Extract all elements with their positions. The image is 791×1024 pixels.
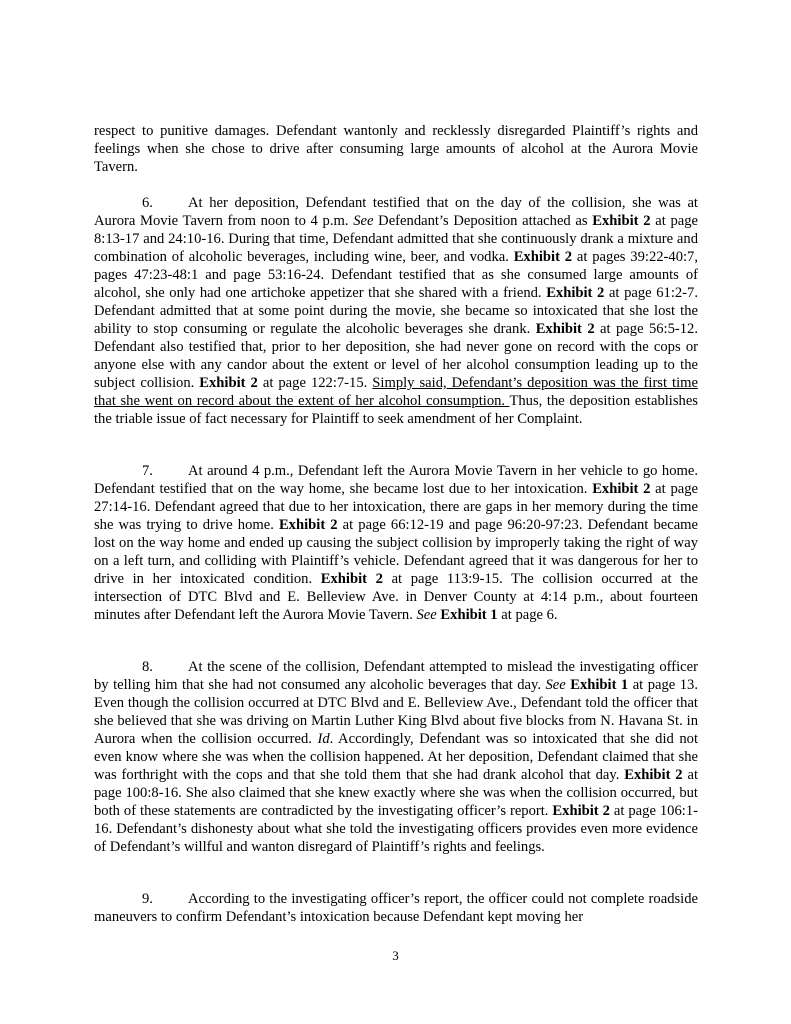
exhibit-reference: Exhibit 2 xyxy=(199,375,258,391)
text-run: at page 122:7-15. xyxy=(257,375,373,391)
text-run: . Accordingly, Defendant was so intoxicated that she did not even know where she was when the collision happened. At her deposition, Defendant claimed that she was forthright with the cops and that she told them that she had drank alcohol that day. xyxy=(94,731,699,783)
text-run: at page 6. xyxy=(497,607,558,623)
paragraph-number: 8. xyxy=(142,659,153,675)
text-run: at page 8:13-17 and 24:10-16. During that time, Defendant admitted that she continuously drank a mixture and combination of alcoholic beverages, including wine, beer, and vodka. xyxy=(94,213,698,265)
text-run: at page 27:14-16. Defendant agreed that due to her intoxication, there are gaps in her memory during the time she was trying to drive home. xyxy=(94,481,698,533)
exhibit-reference: Exhibit 1 xyxy=(440,607,498,623)
page-number: 3 xyxy=(392,948,399,963)
exhibit-reference: Exhibit 2 xyxy=(624,767,683,783)
text-run: at page 100:8-16. She also claimed that she knew exactly where she was when the collision occurred, but both of these statements are contradicted by the investigating officer’s report. xyxy=(94,767,698,819)
text-run: at pages 39:22-40:7, pages 47:23-48:1 and page 53:16-24. Defendant testified that as she consumed large amounts of alcohol, she only had one artichoke appetizer that she shared with a friend. xyxy=(94,249,698,301)
paragraph-number: 9. xyxy=(142,891,153,907)
citation-signal: See xyxy=(353,213,374,229)
text-run: at page 113:9-15. The collision occurred at the intersection of DTC Blvd and E. Belleview Ave. in Denver County at 4:14 p.m., about fourteen minutes after Defendant left the Aurora Movie Tavern. xyxy=(94,571,698,623)
text-run: at page 66:12-19 and page 96:20-97:23. Defendant became lost on the way home and ended up causing the subject collision by improperly taking the right of way on a left turn, and colliding with Plaintiff’s vehicle. Defendant agreed that it was dangerous for her to drive in her intoxicated condition. xyxy=(94,517,698,587)
text-run: at page 56:5-12. Defendant also testified that, prior to her deposition, she had never gone on record with the cops or anyone else with any candor about the extent or level of her alcohol consumption leading up to the subject collision. xyxy=(94,321,699,391)
paragraph-continuation xyxy=(94,122,698,176)
exhibit-reference: Exhibit 2 xyxy=(552,803,610,819)
paragraph-6 xyxy=(94,194,698,428)
exhibit-reference: Exhibit 1 xyxy=(570,677,629,693)
underlined-statement: Simply said, Defendant’s deposition was the first time that she went on record about the extent of her alcohol consumption. xyxy=(94,375,698,409)
text-run: According to the investigating officer’s report, the officer could not complete roadside maneuvers to confirm Defendant’s intoxication because Defendant kept moving her xyxy=(94,891,698,925)
text-run: Defendant’s Deposition attached as xyxy=(373,213,593,229)
citation-signal: See xyxy=(416,607,437,623)
paragraph-7 xyxy=(94,462,698,624)
paragraph-8 xyxy=(94,658,698,856)
paragraph-text: respect to punitive damages. Defendant wantonly and recklessly disregarded Plaintiff’s rights and feelings when she chose to drive after consuming large amounts of alcohol at the Aurora Movie Tavern. xyxy=(94,123,698,175)
paragraph-9 xyxy=(94,890,698,926)
text-run: At the scene of the collision, Defendant attempted to mislead the investigating officer by telling him that she had not consumed any alcoholic beverages that day. xyxy=(94,659,698,693)
text-run: Thus, the deposition establishes the triable issue of fact necessary for Plaintiff to seek amendment of her Complaint. xyxy=(94,393,698,427)
exhibit-reference: Exhibit 2 xyxy=(592,213,651,229)
text-run: At around 4 p.m., Defendant left the Aurora Movie Tavern in her vehicle to go home. Defendant testified that on the way home, she became lost due to her intoxication. xyxy=(94,463,698,497)
citation-signal: Id xyxy=(317,731,330,747)
exhibit-reference: Exhibit 2 xyxy=(546,285,605,301)
paragraph-number: 6. xyxy=(142,195,153,211)
text-run: At her deposition, Defendant testified that on the day of the collision, she was at Aurora Movie Tavern from noon to 4 p.m. xyxy=(94,195,698,229)
paragraph-number: 7. xyxy=(142,463,153,479)
exhibit-reference: Exhibit 2 xyxy=(320,571,383,587)
text-run: at page 106:1-16. Defendant’s dishonesty about what she told the investigating officers provides even more evidence of Defendant’s willful and wanton disregard of Plaintiff’s rights and feelings. xyxy=(94,803,698,855)
text-run: at page 61:2-7. Defendant admitted that at some point during the movie, she became so intoxicated that she lost the ability to stop consuming or regulate the alcoholic beverages she drank. xyxy=(94,285,698,337)
exhibit-reference: Exhibit 2 xyxy=(535,321,595,337)
citation-signal: See xyxy=(545,677,566,693)
text-run: at page 13. Even though the collision occurred at DTC Blvd and E. Belleview Ave., Defendant told the officer that she believed that she was driving on Martin Luther King Blvd about five blocks from N. Havana St. in Aurora when the collision occurred. xyxy=(94,677,698,747)
exhibit-reference: Exhibit 2 xyxy=(592,481,651,497)
exhibit-reference: Exhibit 2 xyxy=(513,249,573,265)
exhibit-reference: Exhibit 2 xyxy=(278,517,338,533)
